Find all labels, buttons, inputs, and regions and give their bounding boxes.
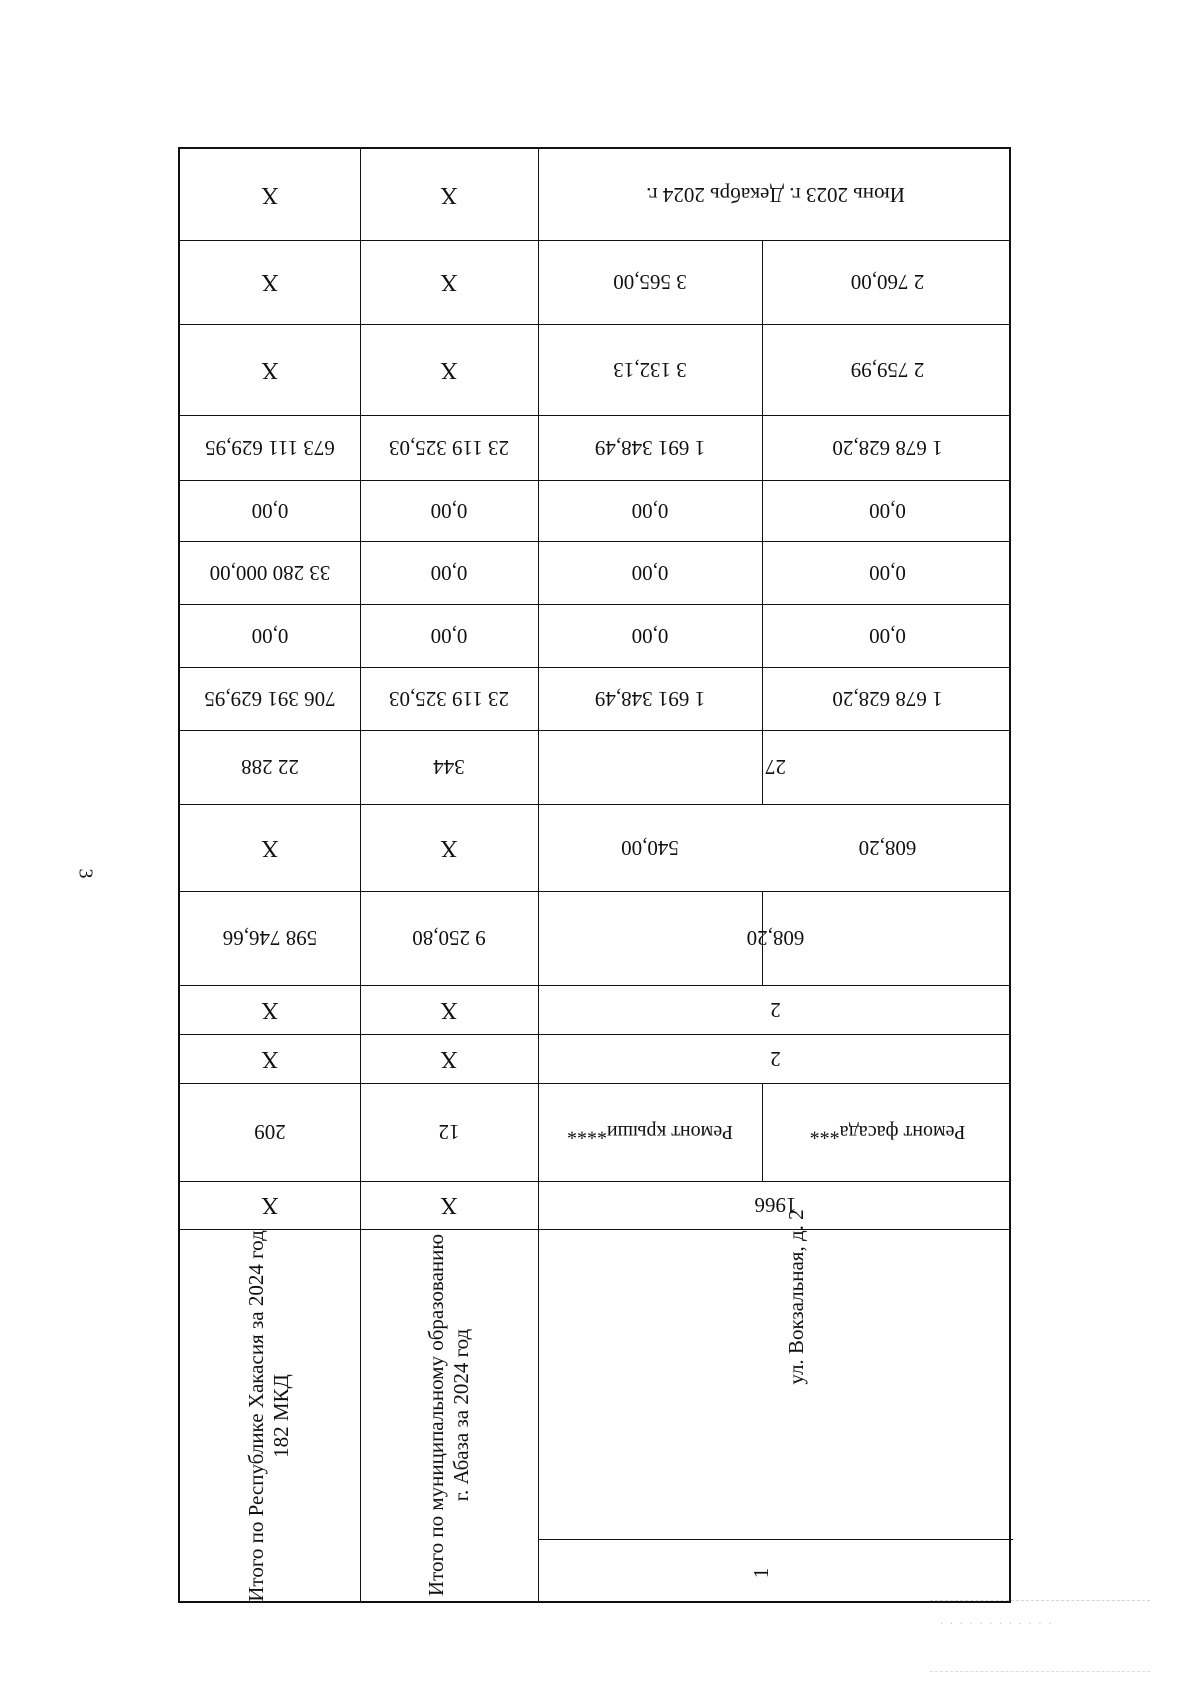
municipal-total-label: Итого по муниципальному образованию г. Абаза за 2024 год: [423, 1233, 473, 1597]
republic-area: 598 746,66: [222, 926, 318, 951]
republic-fund-a: 0,00: [251, 624, 289, 648]
republic-year: X: [261, 1192, 279, 1219]
republic-entrances: X: [261, 997, 279, 1023]
house-area-facade: 608,20: [858, 836, 917, 860]
republic-owners: 673 111 629,95: [205, 436, 335, 460]
municipal-fund-c: 0,00: [430, 499, 468, 523]
republic-total-label: Итого по Республике Хакасия за 2024 год 182 МКД: [243, 1230, 293, 1602]
house-entrances: 2: [770, 998, 781, 1022]
municipal-floors: X: [440, 1046, 458, 1072]
house-floors: 2: [770, 1047, 781, 1071]
house-fund-c-facade: 0,00: [869, 499, 906, 523]
republic-fund-b: 33 280 000,00: [209, 561, 331, 585]
house-unit-cost-roof: 3 132,13: [613, 358, 687, 382]
house-cost-total-facade: 1 678 628,20: [832, 687, 943, 711]
republic-unit-cost: X: [261, 357, 279, 383]
municipal-owners: 23 119 325,03: [389, 436, 509, 460]
stamp-mark: · · · · · · · · · · · ·: [930, 1600, 1150, 1672]
repair-program-table: [178, 147, 1011, 1603]
house-owners-facade: 1 678 628,20: [832, 436, 943, 460]
house-fund-b-roof: 0,00: [631, 561, 669, 585]
republic-residents: 22 288: [241, 755, 299, 780]
house-fund-a-facade: 0,00: [869, 624, 906, 648]
municipal-period: X: [440, 182, 458, 208]
house-fund-a-roof: 0,00: [631, 624, 669, 648]
municipal-unit-cost: X: [440, 357, 458, 383]
house-owners-roof: 1 691 348,49: [594, 436, 706, 460]
municipal-entrances: X: [440, 997, 458, 1023]
number-divider: [538, 1539, 1013, 1540]
municipal-work-count: 12: [438, 1120, 460, 1145]
republic-floors: X: [261, 1046, 279, 1072]
house-fund-b-facade: 0,00: [869, 561, 906, 585]
republic-fund-c: 0,00: [251, 499, 289, 523]
municipal-year: X: [440, 1192, 458, 1219]
municipal-fund-b: 0,00: [430, 561, 468, 585]
municipal-cost-total: 23 119 325,03: [389, 687, 509, 711]
republic-cost-total: 706 391 629,95: [204, 687, 336, 711]
house-work-roof: Ремонт крыши****: [566, 1121, 734, 1144]
republic-area-work: X: [261, 835, 279, 861]
house-residents: 27: [765, 755, 786, 780]
republic-period: X: [261, 182, 279, 208]
republic-work-count: 209: [254, 1120, 286, 1145]
house-limit-roof: 3 565,00: [613, 270, 687, 295]
house-number: 1: [749, 1567, 774, 1579]
republic-limit: X: [261, 269, 279, 296]
municipal-fund-a: 0,00: [430, 624, 468, 648]
house-unit-cost-facade: 2 759,99: [850, 358, 925, 382]
house-area-roof: 540,00: [621, 836, 679, 860]
house-fund-c-roof: 0,00: [631, 499, 669, 523]
house-address: ул. Вокзальная, д. 2: [784, 1209, 809, 1385]
house-area: 608,20: [746, 926, 805, 951]
house-year: 1966: [754, 1193, 797, 1218]
municipal-residents: 344: [433, 755, 465, 780]
municipal-limit: X: [440, 269, 458, 296]
house-limit-facade: 2 760,00: [850, 270, 925, 295]
house-cost-total-roof: 1 691 348,49: [594, 687, 706, 711]
municipal-area: 9 250,80: [412, 926, 486, 951]
house-period: Июнь 2023 г. Декабрь 2024 г.: [646, 183, 905, 208]
house-work-facade: Ремонт фасада***: [809, 1121, 966, 1144]
municipal-area-work: X: [440, 835, 458, 861]
page-number: 3: [74, 868, 97, 879]
